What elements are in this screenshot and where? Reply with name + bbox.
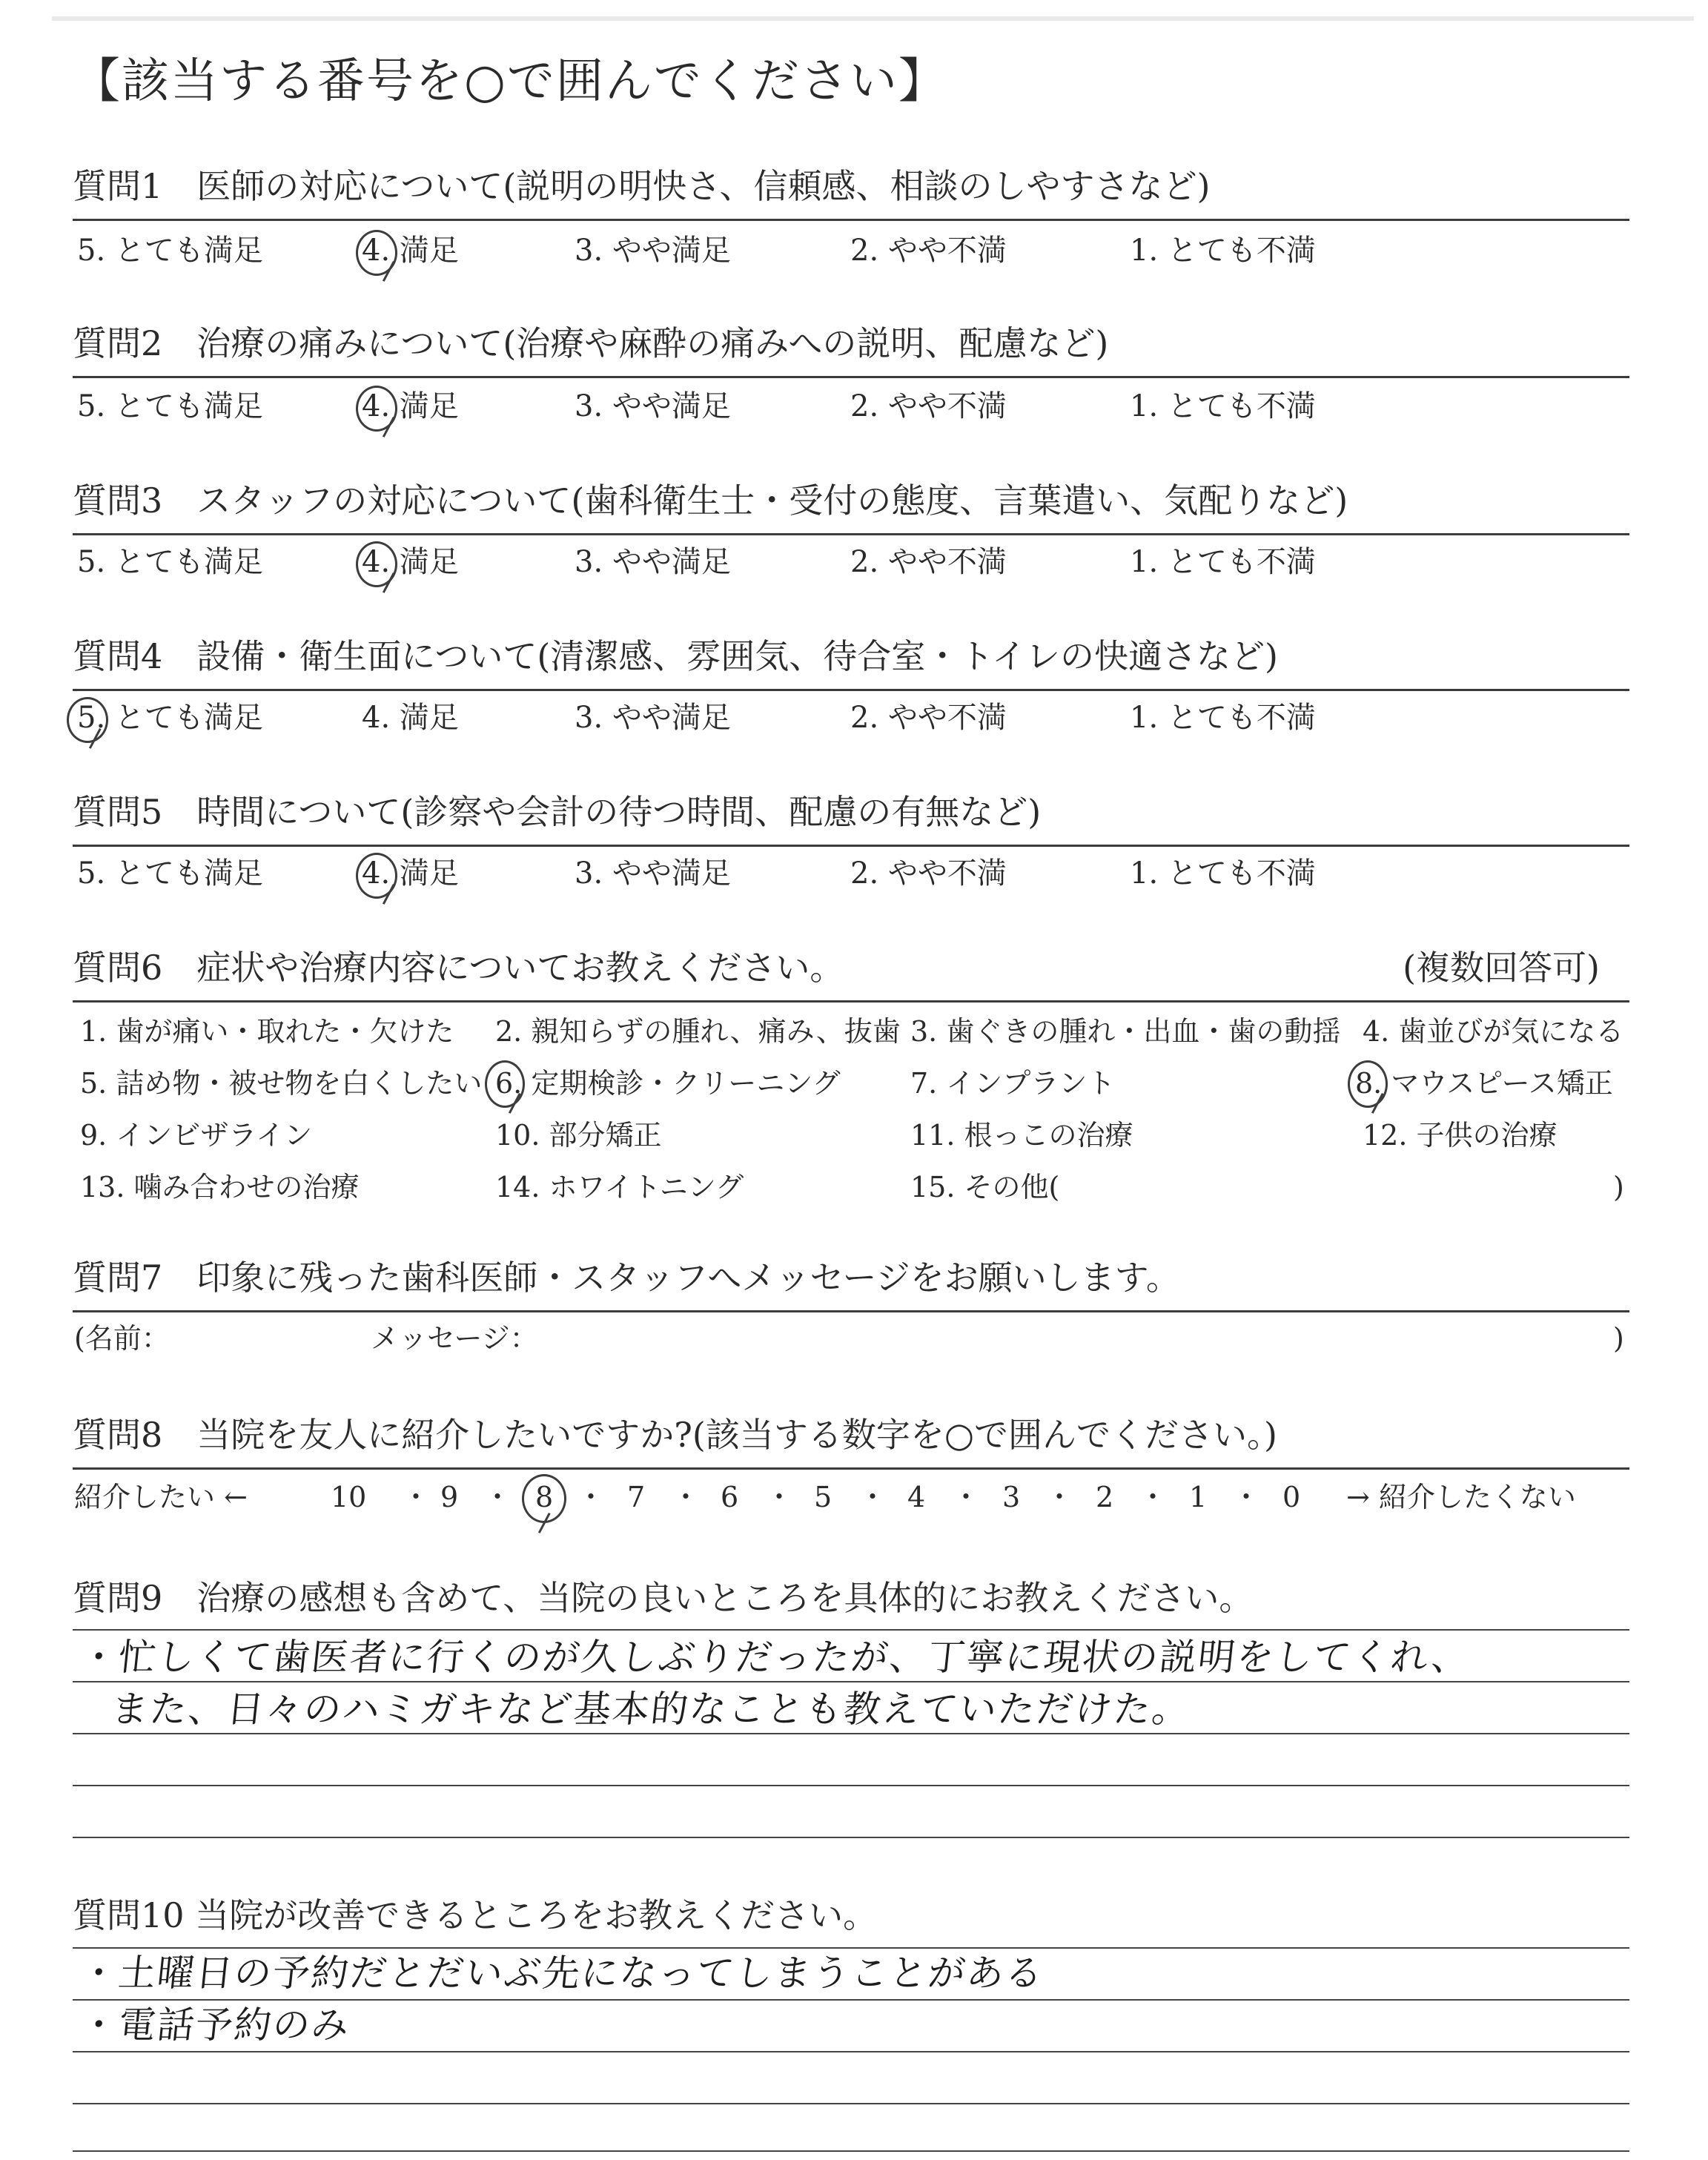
q5-option-2[interactable]: 2. やや不満 xyxy=(850,856,1007,891)
q7-close-paren: ) xyxy=(1613,1322,1624,1355)
q6-rule xyxy=(73,1000,1629,1003)
q8-scale-8[interactable]: 8 xyxy=(535,1481,554,1513)
q4-option-5[interactable]: 5. とても満足 xyxy=(77,701,263,735)
q6-item-14[interactable]: 14. ホワイトニング xyxy=(495,1171,744,1203)
q6-item-1[interactable]: 1. 歯が痛い・取れた・欠けた xyxy=(80,1015,454,1048)
q6-item-3[interactable]: 3. 歯ぐきの腫れ・出血・歯の動揺 xyxy=(910,1015,1341,1048)
q6-item-11[interactable]: 11. 根っこの治療 xyxy=(910,1119,1133,1152)
q6-label: 質問6 症状や治療内容についてお教えください。 xyxy=(73,948,844,988)
q4-selection-circle xyxy=(67,697,108,743)
scan-top-edge xyxy=(52,16,1694,21)
q1-option-2[interactable]: 2. やや不満 xyxy=(850,234,1007,268)
q1-option-4[interactable]: 4. 満足 xyxy=(362,234,459,268)
q7-label: 質問7 印象に残った歯科医師・スタッフへメッセージをお願いします。 xyxy=(73,1258,1180,1298)
q9-answer-line xyxy=(73,1733,1629,1734)
q10-answer-line xyxy=(73,2051,1629,2052)
q10-answer-line xyxy=(73,1947,1629,1949)
q8-scale-7[interactable]: 7 xyxy=(627,1481,646,1513)
q8-separator: ・ xyxy=(952,1481,981,1513)
q4-rule xyxy=(73,689,1629,691)
q8-separator: ・ xyxy=(483,1481,512,1513)
q9-answer-line xyxy=(73,1629,1629,1631)
q8-separator: ・ xyxy=(858,1481,887,1513)
q4-label: 質問4 設備・衛生面について(清潔感、雰囲気、待合室・トイレの快適さなど) xyxy=(73,636,1278,676)
form-heading: 【該当する番号を○で囲んでください】 xyxy=(73,54,947,109)
q10-label: 質問10 当院が改善できるところをお教えください。 xyxy=(73,1895,878,1935)
q8-separator: ・ xyxy=(1139,1481,1168,1513)
q5-option-4[interactable]: 4. 満足 xyxy=(362,856,459,891)
q3-option-4[interactable]: 4. 満足 xyxy=(362,545,459,579)
q8-separator: ・ xyxy=(672,1481,701,1513)
q6-item-7[interactable]: 7. インプラント xyxy=(910,1067,1116,1100)
q6-item-13[interactable]: 13. 噛み合わせの治療 xyxy=(80,1171,360,1203)
q5-option-5[interactable]: 5. とても満足 xyxy=(77,856,263,891)
q10-answer-line xyxy=(73,2150,1629,2152)
q3-option-1[interactable]: 1. とても不満 xyxy=(1130,545,1316,579)
q1-rule xyxy=(73,219,1629,221)
q6-item-4[interactable]: 4. 歯並びが気になる xyxy=(1363,1015,1624,1048)
q7-name-label[interactable]: (名前： xyxy=(74,1322,170,1355)
q8-scale-6[interactable]: 6 xyxy=(721,1481,739,1513)
q3-rule xyxy=(73,533,1629,535)
q1-label: 質問1 医師の対応について(説明の明快さ、信頼感、相談のしやすさなど) xyxy=(73,166,1211,206)
q9-handwritten-answer-line: また、日々のハミガキなど基本的なことも教えていただけた。 xyxy=(108,1688,1194,1731)
q6-item-2[interactable]: 2. 親知らずの腫れ、痛み、抜歯 xyxy=(495,1015,901,1048)
q10-handwritten-answer-line: ・電話予約のみ xyxy=(77,2004,353,2047)
q8-scale-0[interactable]: 0 xyxy=(1282,1481,1301,1513)
q1-option-5[interactable]: 5. とても満足 xyxy=(77,234,263,268)
q2-rule xyxy=(73,376,1629,378)
q8-label: 質問8 当院を友人に紹介したいですか?(該当する数字を○で囲んでください。) xyxy=(73,1415,1277,1455)
q8-separator: ・ xyxy=(1232,1481,1261,1513)
q9-answer-line xyxy=(73,1837,1629,1838)
q2-option-2[interactable]: 2. やや不満 xyxy=(850,389,1007,423)
q8-separator: ・ xyxy=(765,1481,794,1513)
q6-item-8-selection-circle xyxy=(1348,1060,1388,1108)
q10-handwritten-answer-line: ・土曜日の予約だとだいぶ先になってしまうことがある xyxy=(77,1952,1047,1995)
q4-option-2[interactable]: 2. やや不満 xyxy=(850,701,1007,735)
q8-separator: ・ xyxy=(577,1481,606,1513)
q8-rule xyxy=(73,1467,1629,1470)
q9-answer-line xyxy=(73,1681,1629,1682)
q2-label: 質問2 治療の痛みについて(治療や麻酔の痛みへの説明、配慮など) xyxy=(73,323,1109,363)
q7-rule xyxy=(73,1310,1629,1312)
q8-separator: ・ xyxy=(1045,1481,1074,1513)
q10-answer-line xyxy=(73,1999,1629,2001)
q5-label: 質問5 時間について(診察や会計の待つ時間、配慮の有無など) xyxy=(73,792,1042,832)
q3-label: 質問3 スタッフの対応について(歯科衛生士・受付の態度、言葉遣い、気配りなど) xyxy=(73,480,1348,521)
q7-message-label[interactable]: メッセージ： xyxy=(371,1322,538,1355)
q6-item-10[interactable]: 10. 部分矯正 xyxy=(495,1119,662,1152)
q3-option-3[interactable]: 3. やや満足 xyxy=(575,545,731,579)
q5-rule xyxy=(73,845,1629,847)
q8-right-label: → 紹介したくない xyxy=(1346,1481,1576,1513)
q2-option-1[interactable]: 1. とても不満 xyxy=(1130,389,1316,423)
q8-scale-10[interactable]: 10 xyxy=(331,1481,367,1513)
q8-scale-3[interactable]: 3 xyxy=(1002,1481,1021,1513)
q6-item-6-selection-circle xyxy=(485,1060,525,1108)
q6-item-12[interactable]: 12. 子供の治療 xyxy=(1363,1119,1558,1152)
q6-item-8[interactable]: 8. マウスピース矯正 xyxy=(1355,1067,1613,1100)
q8-scale-9[interactable]: 9 xyxy=(440,1481,459,1513)
q1-option-3[interactable]: 3. やや満足 xyxy=(575,234,731,268)
q2-option-5[interactable]: 5. とても満足 xyxy=(77,389,263,423)
q6-item-15[interactable]: 15. その他( xyxy=(910,1171,1060,1203)
q4-option-3[interactable]: 3. やや満足 xyxy=(575,701,731,735)
q4-option-4[interactable]: 4. 満足 xyxy=(362,701,459,735)
q6-other-close-paren: ) xyxy=(1613,1171,1624,1203)
q8-selection-circle xyxy=(522,1474,566,1523)
q8-scale-1[interactable]: 1 xyxy=(1189,1481,1208,1513)
q2-option-3[interactable]: 3. やや満足 xyxy=(575,389,731,423)
q6-item-9[interactable]: 9. インビザライン xyxy=(80,1119,313,1152)
q6-item-6[interactable]: 6. 定期検診・クリーニング xyxy=(495,1067,841,1100)
q5-option-1[interactable]: 1. とても不満 xyxy=(1130,856,1316,891)
q8-scale-5[interactable]: 5 xyxy=(814,1481,833,1513)
q6-item-5[interactable]: 5. 詰め物・被せ物を白くしたい xyxy=(80,1067,483,1100)
q6-multiple-answer-note: (複数回答可) xyxy=(1403,948,1600,988)
q9-answer-line xyxy=(73,1785,1629,1786)
q8-scale-2[interactable]: 2 xyxy=(1096,1481,1114,1513)
q8-left-label: 紹介したい ← xyxy=(74,1481,248,1513)
q8-separator: ・ xyxy=(402,1481,431,1513)
q9-handwritten-answer-line: ・忙しくて歯医者に行くのが久しぶりだったが、丁寧に現状の説明をしてくれ、 xyxy=(77,1636,1473,1679)
q4-option-1[interactable]: 1. とても不満 xyxy=(1130,701,1316,735)
q5-option-3[interactable]: 3. やや満足 xyxy=(575,856,731,891)
q3-option-2[interactable]: 2. やや不満 xyxy=(850,545,1007,579)
q10-answer-line xyxy=(73,2103,1629,2104)
q8-scale-4[interactable]: 4 xyxy=(907,1481,926,1513)
q3-option-5[interactable]: 5. とても満足 xyxy=(77,545,263,579)
q9-label: 質問9 治療の感想も含めて、当院の良いところを具体的にお教えください。 xyxy=(73,1578,1254,1618)
q2-option-4[interactable]: 4. 満足 xyxy=(362,389,459,423)
q1-option-1[interactable]: 1. とても不満 xyxy=(1130,234,1316,268)
